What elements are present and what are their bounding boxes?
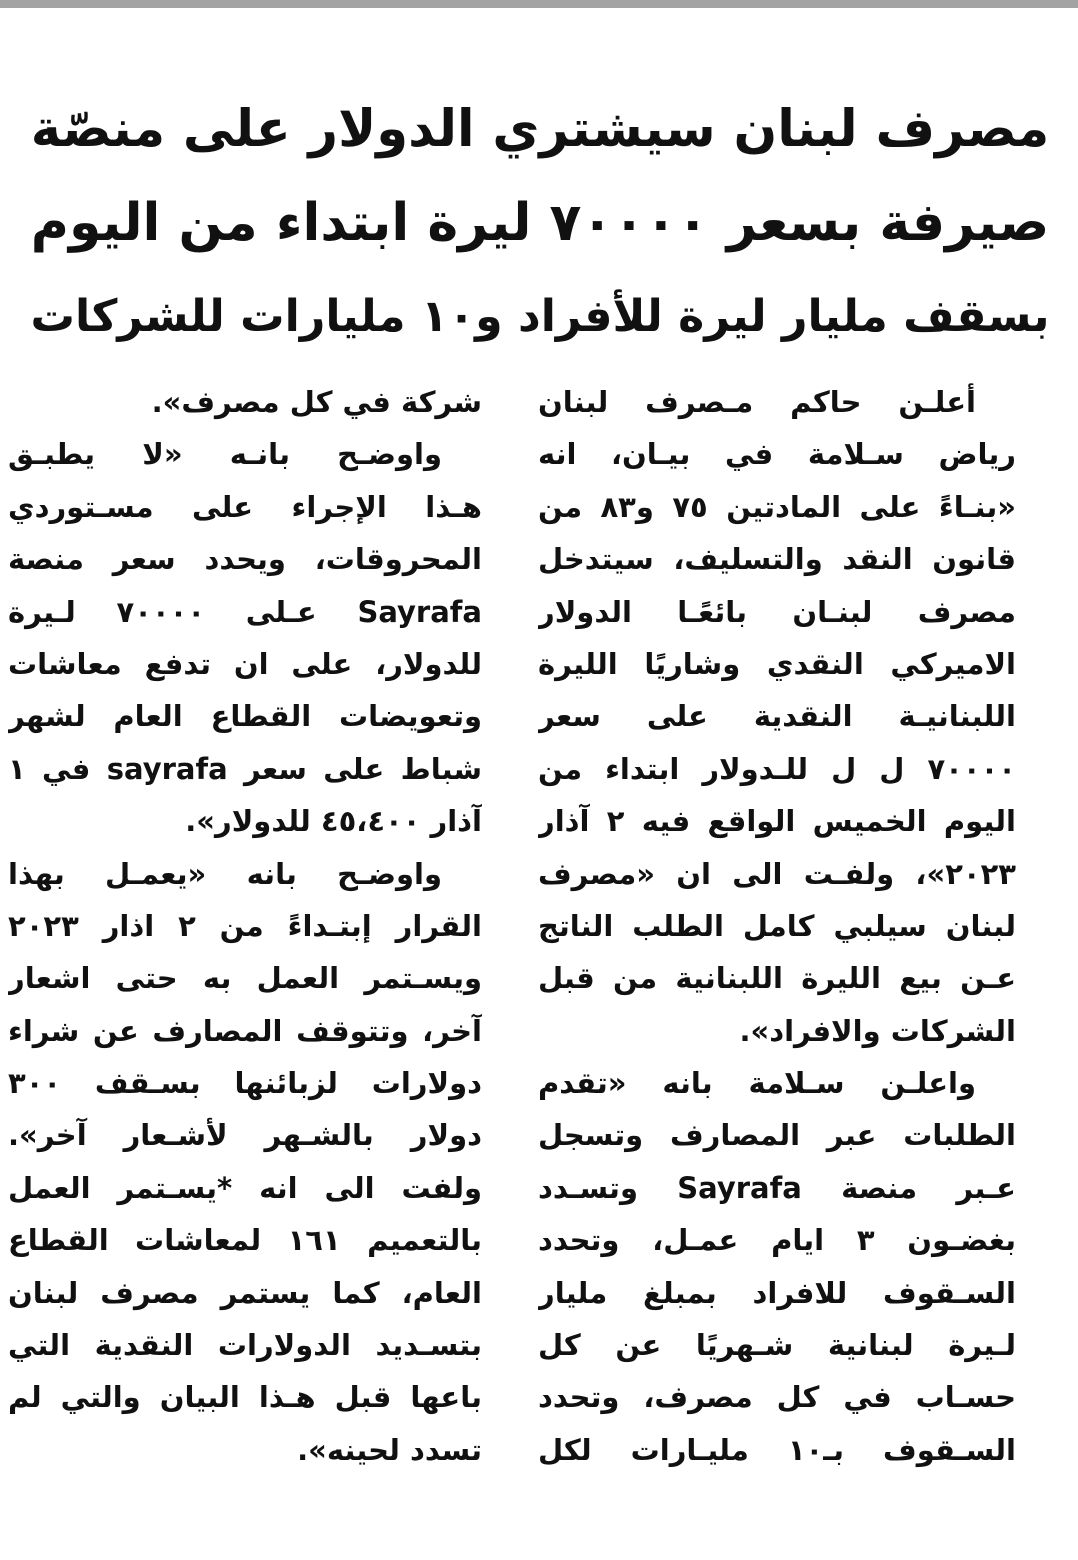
body-line: السـقوف بـ١٠ مليـارات لكل xyxy=(538,1432,1016,1467)
body-line: اللبنانيـة النقدية على سعر xyxy=(538,699,1016,734)
body-line: قانون النقد والتسليف، سيتدخل xyxy=(538,542,1016,577)
body-line: شركة في كل مصرف». xyxy=(151,385,482,419)
body-line: عـبر منصة Sayrafa وتسـدد xyxy=(538,1170,1016,1205)
body-line: مصرف لبنـان بائعًـا الدولار xyxy=(538,594,1016,629)
article-column-right xyxy=(538,376,1016,1476)
body-line: عـن بيع الليرة اللبنانية من قبل xyxy=(538,961,1016,996)
body-line: «بنـاءً على المادتين ٧٥ و٨٣ من xyxy=(538,489,1016,524)
body-line: ٢٠٢٣»، ولفـت الى ان «مصرف xyxy=(538,856,1016,891)
body-line: القرار إبتـداءً من ٢ اذار ٢٠٢٣ xyxy=(8,908,482,943)
body-line: آذار ٤٥،٤٠٠ للدولار». xyxy=(185,804,482,839)
body-line: لـيرة لبنانية شـهريًا عن كل xyxy=(538,1328,1016,1363)
body-line: Sayrafa عـلى ٧٠٠٠٠ لـيرة xyxy=(8,594,482,629)
body-line: الطلبات عبر المصارف وتسجل xyxy=(538,1118,1016,1153)
body-line: حسـاب في كل مصرف، وتحدد xyxy=(538,1380,1016,1415)
body-line: الشركات والافراد». xyxy=(739,1013,1016,1048)
body-line: ويسـتمر العمل به حتى اشعار xyxy=(8,961,482,996)
body-line: أعلـن حاكم مـصرف لبنان xyxy=(538,385,976,419)
body-line: للدولار، على ان تدفع معاشات xyxy=(8,646,482,681)
body-line: بتسـديد الدولارات النقدية التي xyxy=(8,1328,482,1363)
body-line: المحروقات، ويحدد سعر منصة xyxy=(8,542,482,577)
article-column-left xyxy=(8,376,482,1476)
body-line: واعلـن سـلامة بانه «تقدم xyxy=(538,1066,976,1101)
body-line: الاميركي النقدي وشاريًا الليرة xyxy=(538,646,1016,681)
body-line: واوضـح بانه «يعمـل بهذا xyxy=(8,856,442,891)
body-line: رياض سـلامة في بيـان، انه xyxy=(538,437,1016,472)
body-line: وتعويضات القطاع العام لشهر xyxy=(8,699,482,734)
body-line: باعها قبل هـذا البيان والتي لم xyxy=(8,1380,482,1415)
body-line: بغضـون ٣ ايام عمـل، وتحدد xyxy=(538,1223,1016,1258)
body-line: واوضـح بانـه «لا يطبـق xyxy=(8,437,442,472)
body-line: دولار بالشـهر لأشـعار آخر». xyxy=(8,1118,482,1153)
body-line: ٧٠٠٠٠ ل ل للـدولار ابتداء من xyxy=(538,751,1016,786)
body-line: لبنان سيلبي كامل الطلب الناتج xyxy=(538,908,1016,943)
body-line: شباط على سعر sayrafa في ١ xyxy=(8,751,482,786)
article-headline xyxy=(20,82,1060,364)
body-line: آخر، وتتوقف المصارف عن شراء xyxy=(8,1013,482,1048)
headline-line: بسقف مليار ليرة للأفراد و١٠ مليارات للشركات xyxy=(30,291,1050,342)
body-line: تسدد لحينه». xyxy=(297,1432,482,1467)
body-line: بالتعميم ١٦١ لمعاشات القطاع xyxy=(8,1223,482,1258)
body-line: العام، كما يستمر مصرف لبنان xyxy=(8,1275,482,1310)
body-line: دولارات لزبائنها بسـقف ٣٠٠ xyxy=(8,1066,482,1101)
body-line: اليوم الخميس الواقع فيه ٢ آذار xyxy=(538,804,1016,839)
headline-line: صيرفة بسعر ٧٠٠٠٠ ليرة ابتداء من اليوم xyxy=(30,193,1050,253)
headline-line: مصرف لبنان سيشتري الدولار على منصّة xyxy=(30,99,1050,159)
body-line: ولفت الى انه *يسـتمر العمل xyxy=(8,1170,482,1205)
body-line: هـذا الإجراء على مسـتوردي xyxy=(8,489,482,524)
body-line: السـقوف للافراد بمبلغ مليار xyxy=(538,1275,1016,1310)
top-rule xyxy=(0,0,1078,8)
